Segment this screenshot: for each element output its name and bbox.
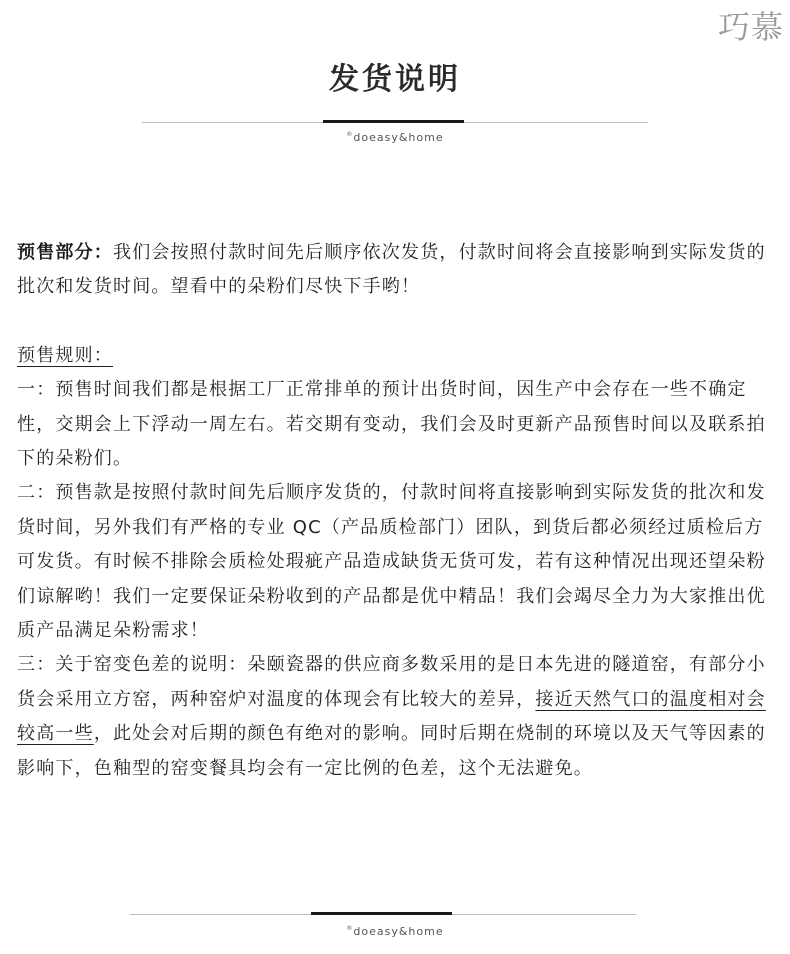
bottom-divider xyxy=(0,910,790,920)
brand-name: doeasy&home xyxy=(353,925,444,938)
page-title: 发货说明 xyxy=(329,62,461,97)
rule-3-part1: 三：关于窑变色差的说明：朵颐瓷器的供应商多数采用的是日本先进的隧道窑，有部分小货会采用立方窑，两种窑炉对温度的体现会有比较大的差异， xyxy=(17,654,766,710)
rule-3-underlined: 接近天然气口的温度相对会较高一些 xyxy=(17,688,766,745)
brand-name: doeasy&home xyxy=(353,131,444,144)
brand-sup-icon: ® xyxy=(346,131,354,138)
rules-heading-line xyxy=(17,339,773,373)
watermark-logo: 巧慕 xyxy=(717,8,784,46)
rule-3-part2: ，此处会对后期的颜色有绝对的影响。同时后期在烧制的环境以及天气等因素的影响下，色釉型的窑变餐具均会有一定比例的色差，这个无法避免。 xyxy=(17,723,766,779)
brand-sup-icon: ® xyxy=(346,925,354,932)
page-header xyxy=(0,54,790,98)
rule-3 xyxy=(17,648,773,786)
content-body xyxy=(17,236,773,786)
brand-mark-bottom xyxy=(0,925,790,938)
rule-2: 二：预售款是按照付款时间先后顺序发货的，付款时间将直接影响到实际发货的批次和发货时间，另外我们有严格的专业 QC（产品质检部门）团队，到货后都必须经过质检后方可发货。有时候不排除会质检处瑕疵产品造成缺货无货可发，若有这种情况出现还望朵粉们谅解哟！我们一定要保证朵粉收到的产品都是优中精品！我们会竭尽全力为大家推出优质产品满足朵粉需求！ xyxy=(17,482,766,642)
presale-text: 我们会按照付款时间先后顺序依次发货，付款时间将会直接影响到实际发货的批次和发货时间。望看中的朵粉们尽快下手哟！ xyxy=(17,242,766,298)
presale-label: 预售部分： xyxy=(17,242,113,263)
brand-mark-top xyxy=(0,131,790,144)
presale-paragraph xyxy=(17,236,773,305)
rule-1: 一：预售时间我们都是根据工厂正常排单的预计出货时间，因生产中会存在一些不确定性，交期会上下浮动一周左右。若交期有变动，我们会及时更新产品预售时间以及联系拍下的朵粉们。 xyxy=(17,379,766,470)
top-divider xyxy=(0,118,790,128)
rules-heading: 预售规则： xyxy=(17,344,113,366)
